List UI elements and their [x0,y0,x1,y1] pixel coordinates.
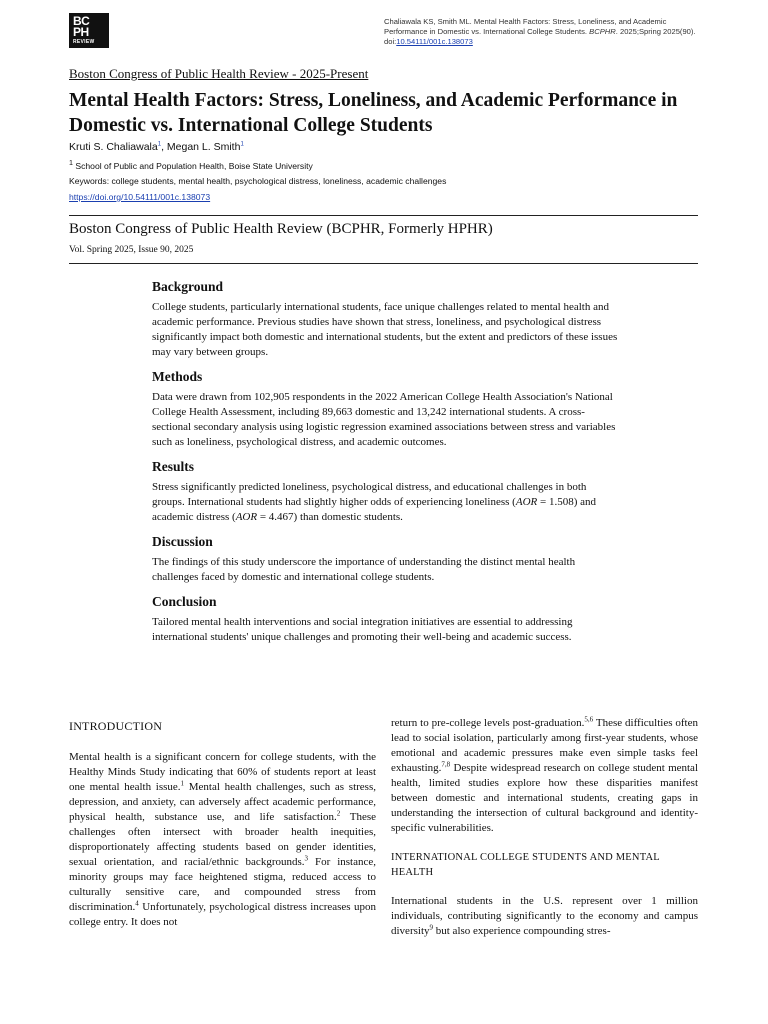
journal-logo [69,13,109,48]
conclusion-text: Tailored mental health interventions and social integration initiatives are essential to addressing international students' unique challenges and promoting their well-being and academic success. [152,616,573,643]
author-separator: , [161,141,167,153]
ref-3: 3 [304,854,309,863]
citation-header [384,17,704,47]
right-text-3: Despite widespread research on college student mental health, limited studies explore how these disparities manifest between domestic and international students, creating gaps in understanding the intersection of cultural background and identity-specific vulnerabilities. [391,762,698,834]
body-column-right [391,716,698,939]
intro-text-4: For instance, minority groups may face heightened stigma, reduced access to culturally sensitive care, and compounded stress from discrimination. [69,856,376,913]
authors [69,141,244,153]
divider-top [69,215,698,216]
right-text-2: These difficulties often lead to social isolation, particularly among first-year students, whose emotional and academic pressures make even simple tasks feel exhausting. [391,717,698,774]
citation-text: Chaliawala KS, Smith ML. Mental Health Factors: Stress, Loneliness, and Academic Performance in Domestic vs. International College Students. [384,17,667,36]
discussion-text: The findings of this study underscore the importance of understanding the distinct mental health challenges faced by domestic and international college students. [152,556,576,583]
article-title: Mental Health Factors: Stress, Loneliness, and Academic Performance in Domestic vs. International College Students [69,90,678,136]
affiliation [69,159,313,171]
affiliation-number: 1 [69,159,73,167]
citation-doi-link[interactable]: 10.54111/001c.138073 [396,37,473,46]
intl-text-1: International students in the U.S. represent over 1 million individuals, contributing significantly to the economy and campus diversity [391,895,698,937]
ref-5-6: 5,6 [584,715,594,724]
intro-text-3: These challenges often intersect with broader health inequities, disproportionately affecting students based on gender identities, sexual orientation, and racial/ethnic backgrounds. [69,811,376,868]
results-text [152,480,618,525]
introduction-heading: INTRODUCTION [69,719,163,733]
logo-line-2: PH [73,25,89,39]
introduction-paragraph [69,750,376,930]
right-text-1: return to pre-college levels post-graduation. [391,717,585,729]
ref-4: 4 [135,899,139,908]
background-heading: Background [152,279,224,294]
background-text: College students, particularly international students, face unique challenges related to mental health and academic performance. Previous studies have shown that stress, loneliness, and psychological distress significantly impact both domestic and international students, but the extent and predictors of these issues may vary between groups. [152,301,618,358]
introduction-paragraph-continued [391,716,698,836]
results-text-a: Stress significantly predicted loneliness, psychological distress, and educational challenges in both groups. International students had slightly higher odds of experiencing loneliness ( [152,481,587,508]
volume-info: Vol. Spring 2025, Issue 90, 2025 [69,245,194,255]
author-2-affil: 1 [240,141,244,148]
journal-name: Boston Congress of Public Health Review (BCPHR, Formerly HPHR) [69,221,493,237]
conclusion-heading: Conclusion [152,594,217,609]
international-paragraph [391,894,698,939]
logo-line-1: BC [73,14,90,28]
intro-text-5: Unfortunately, psychological distress increases upon college entry. It does not [69,901,376,928]
abstract [152,279,618,654]
affiliation-text: School of Public and Population Health, Boise State University [72,160,313,171]
ref-7-8: 7,8 [441,760,451,769]
intro-text-1: Mental health is a significant concern for college students, with the Healthy Minds Study indicating that 60% of students report at least one mental health issue. [69,751,376,793]
author-1-affil: 1 [157,141,162,148]
citation-journal: BCPHR [589,27,616,36]
intro-text-2: Mental health challenges, such as stress, depression, and anxiety, can adversely affect academic performance, physical health, substance use, and life satisfaction. [69,781,376,823]
journal-link[interactable]: Boston Congress of Public Health Review - 2025-Present [69,66,369,81]
citation-rest: . 2025;Spring 2025(90). doi: [384,27,696,46]
author-2: Megan L. Smith [166,141,241,153]
discussion-heading: Discussion [152,534,213,549]
intl-text-2: but also experience compounding stres- [433,925,611,937]
keywords: Keywords: college students, mental health, psychological distress, loneliness, academic challenges [69,176,447,186]
body-column-left [69,719,376,930]
results-text-b: = 1.508) and academic distress ( [152,496,596,523]
divider-bottom [69,263,698,264]
results-heading: Results [152,459,195,474]
aor-label-1: AOR [515,496,538,508]
methods-text: Data were drawn from 102,905 respondents in the 2022 American College Health Association's National College Health Assessment, including 89,663 domestic and 13,242 international students. A cross-sectional secondary analysis using logistic regression examined associations between stress and variables such as loneliness, psychological distress, and academic outcomes. [152,391,616,448]
logo-line-3: REVIEW [73,39,95,45]
ref-2: 2 [336,809,341,818]
methods-heading: Methods [152,369,203,384]
doi-link[interactable]: https://doi.org/10.54111/001c.138073 [69,192,211,202]
international-heading: INTERNATIONAL COLLEGE STUDENTS AND MENTAL HEALTH [391,852,660,878]
results-text-c: = 4.467) than domestic students. [257,511,403,523]
author-1: Kruti S. Chaliawala [69,141,158,153]
ref-9: 9 [429,923,433,932]
aor-label-2: AOR [235,511,258,523]
ref-1: 1 [180,779,185,788]
